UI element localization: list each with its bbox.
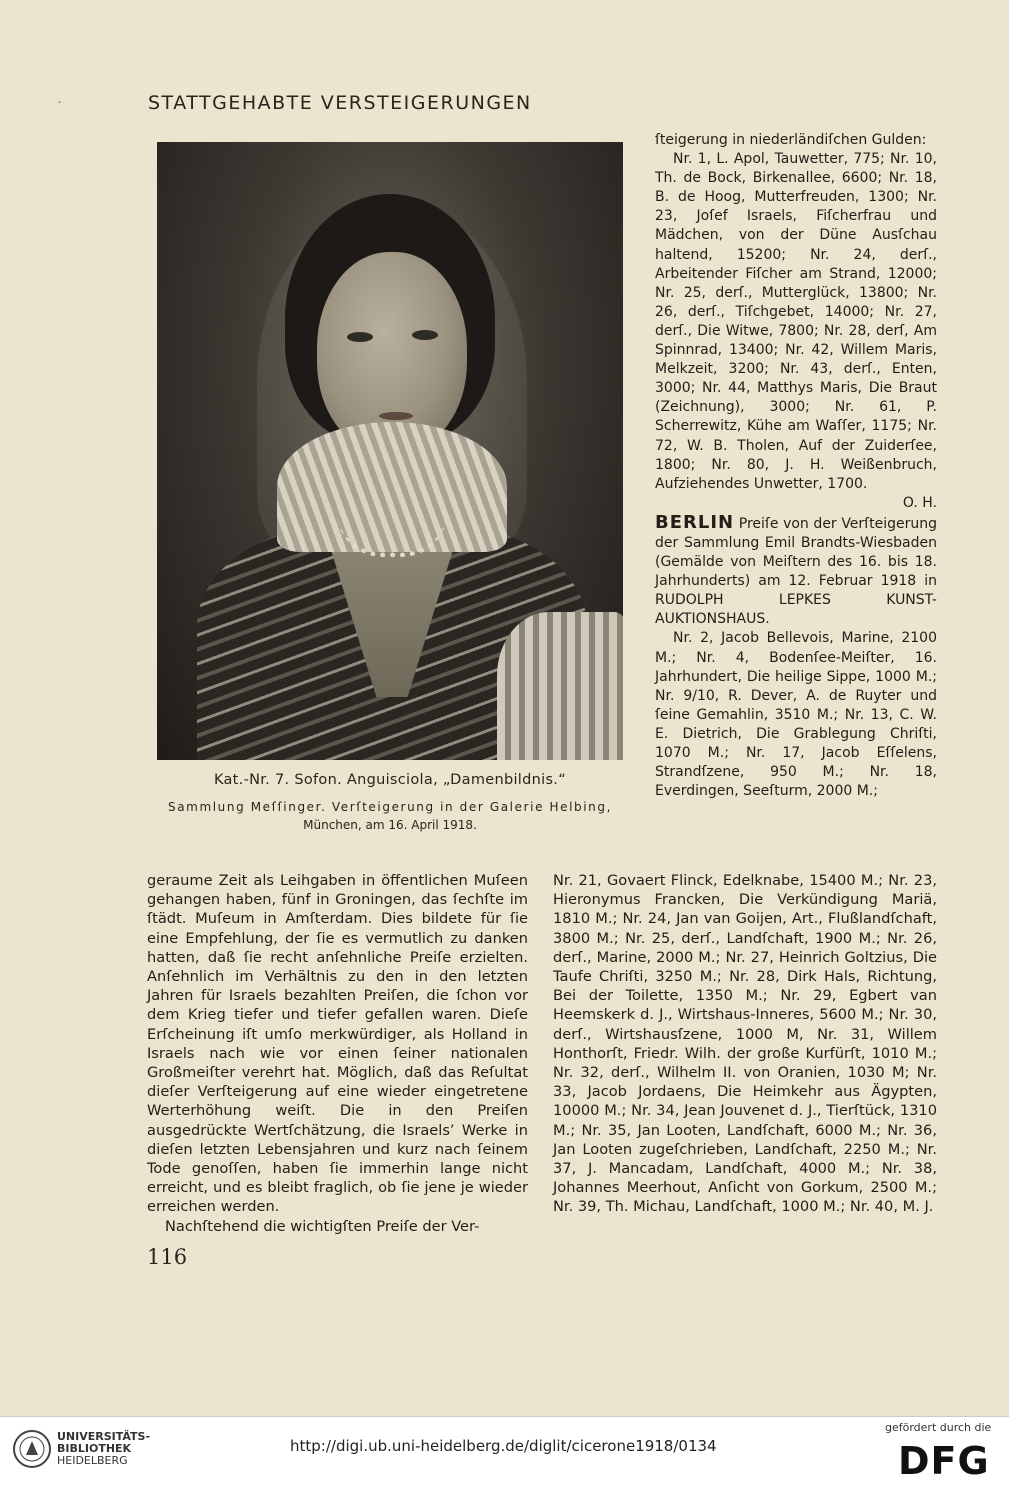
permalink-url[interactable]: http://digi.ub.uni-heidelberg.de/diglit/cicerone1918/0134 xyxy=(290,1437,717,1455)
paragraph: Nr. 1, L. Apol, Tauwetter, 775; Nr. 10, Th. de Bock, Birkenallee, 6600; Nr. 18, B. de Hoog, Mutterfreuden, 1300; Nr. 23, Joſef Israels, Fiſcherfrau und Mädchen, von der Düne Ausſchau haltend, 15200; Nr. 24, derſ., Arbeitender Fiſcher am Strand, 12000; Nr. 25, derſ., Mutterglück, 13800; Nr. 26, derſ., Tiſchgebet, 14000; Nr. 27, derſ., Die Witwe, 7800; Nr. 28, derſ, Am Spinnrad, 13400; Nr. 42, Willem Maris, Melkzeit, 3200; Nr. 43, derſ., Enten, 3000; Nr. 44, Matthys Maris, Die Braut (Zeichnung), 3000; Nr. 61, P. Scherrewitz, Kühe am Waſſer, 1175; Nr. 72, W. B. Tholen, Auf der Zuiderſee, 1800; Nr. 80, J. H. Weißenbruch, Aufziehendes Unwetter, 1700. xyxy=(655,151,937,492)
portrait-eye-left xyxy=(347,332,373,342)
dfg-logo: DFG xyxy=(898,1439,990,1483)
running-header: STATTGEHABTE VERSTEIGERUNGEN xyxy=(148,92,532,114)
page-number: 116 xyxy=(147,1245,188,1269)
paragraph: Nr. 2, Jacob Bellevois, Marine, 2100 M.; Nr. 4, Bodenſee-Meiſter, 16. Jahrhundert, Die heilige Sippe, 1000 M.; Nr. 9/10, R. Dever, A. de Ruyter und ſeine Gemahlin, 3510 M.; Nr. 13, C. W. E. Dietrich, Die Grablegung Chriſti, 1070 M.; Nr. 17, Jacob Eſſelens, Strandſzene, 950 M.; Nr. 18, Everdingen, Seeſturm, 2000 M.; xyxy=(655,630,937,800)
margin-mark: - xyxy=(58,97,62,108)
right-column-bottom xyxy=(553,871,937,1217)
left-column-bottom xyxy=(147,871,528,1236)
viewer-footer xyxy=(0,1416,1009,1487)
paragraph: geraume Zeit als Leihgaben in öffentlichen Muſeen gehangen haben, fünf in Groningen, das ſechſte im ſtädt. Muſeum in Amſterdam. Dies bildete für ſie eine Empfehlung, der ſie es vermutlich zu danken hatten, daß ſie recht anſehnliche Preiſe erzielten. Anſehnlich im Verhältnis zu den in den letzten Jahren für Israels bezahlten Preiſen, die ſchon vor dem Krieg tiefer und tiefer gefallen waren. Dieſe Erſcheinung iſt umſo merkwürdiger, als Holland in Israels nach wie vor einen ſeiner nationalen Großmeiſter verehrt hat. Möglich, daß das Reſultat dieſer Verſteigerung auf eine wieder eingetretene Werterhöhung weiſt. Die in den Preiſen ausgedrückte Wertſchätzung, die Israels’ Werke in dieſen letzten Lebensjahren und kurz nach ſeinem Tode genoſſen, haben ſie immerhin lange nicht erreicht, und es bleibt fraglich, ob ſie jene je wieder erreichen werden. xyxy=(147,872,528,1216)
university-seal-icon xyxy=(12,1429,52,1469)
paragraph: ſteigerung in niederländiſchen Gulden: xyxy=(655,132,927,148)
paragraph xyxy=(655,513,937,630)
caption-collection: Sammlung Meſſinger. Verſteigerung in der Galerie Helbing, xyxy=(168,800,612,814)
portrait-eye-right xyxy=(412,330,438,340)
paragraph-text: Preiſe von der Verſteigerung der Sammlung Emil Brandts-Wiesbaden (Gemälde von Meiſtern des 16. bis 18. Jahrhunderts) am 12. Februar 1918 in RUDOLPH LEPKES KUNST-AUKTIONSHAUS. xyxy=(655,515,937,628)
author-signoff: O. H. xyxy=(902,494,937,511)
portrait-sleeve xyxy=(497,612,623,760)
right-column-top xyxy=(655,131,937,801)
caption-place-date: München, am 16. April 1918. xyxy=(303,818,477,832)
city-heading: BERLIN xyxy=(655,511,735,533)
portrait-mouth xyxy=(379,412,413,420)
caption-title: Kat.-Nr. 7. Sofon. Anguisciola, „Damenbildnis.“ xyxy=(213,772,567,788)
paragraph: Nr. 21, Govaert Flinck, Edelknabe, 15400 M.; Nr. 23, Hieronymus Francken, Die Verkündigung Mariä, 1810 M.; Nr. 24, Jan van Goijen, Art., Flußlandſchaft, 3800 M.; Nr. 25, derſ., Landſchaft, 1900 M.; Nr. 26, derſ., Marine, 2000 M.; Nr. 27, Heinrich Goltzius, Die Taufe Chriſti, 3250 M.; Nr. 28, Dirk Hals, Richtung, Bei der Toilette, 1350 M.; Nr. 29, Egbert van Heemskerk d. J., Wirtshaus-Inneres, 5600 M.; Nr. 30, derſ., Wirtshausſzene, 1000 M, Nr. 31, Willem Honthorſt, Friedr. Wilh. der große Kurfürſt, 1010 M.; Nr. 32, derſ., Wilhelm II. von Oranien, 1030 M; Nr. 33, Jacob Jordaens, Die Heimkehr aus Ägypten, 10000 M.; Nr. 34, Jean Jouvenet d. J., Tierſtück, 1310 M.; Nr. 35, Jan Looten, Landſchaft, 6000 M.; Nr. 36, Jan Looten zugeſchrieben, Landſchaft, 2250 M.; Nr. 37, J. Mancadam, Landſchaft, 4000 M.; Nr. 38, Johannes Meerhout, Anſicht von Gorkum, 2500 M.; Nr. 39, Th. Michau, Landſchaft, 1000 M.; Nr. 40, M. J. xyxy=(553,872,937,1216)
portrait-image xyxy=(157,142,623,760)
funding-label: gefördert durch die xyxy=(885,1421,992,1434)
library-name: UNIVERSITÄTS- BIBLIOTHEK HEIDELBERG xyxy=(57,1430,151,1467)
paragraph: Nachſtehend die wichtigſten Preiſe der Ver- xyxy=(165,1217,480,1235)
